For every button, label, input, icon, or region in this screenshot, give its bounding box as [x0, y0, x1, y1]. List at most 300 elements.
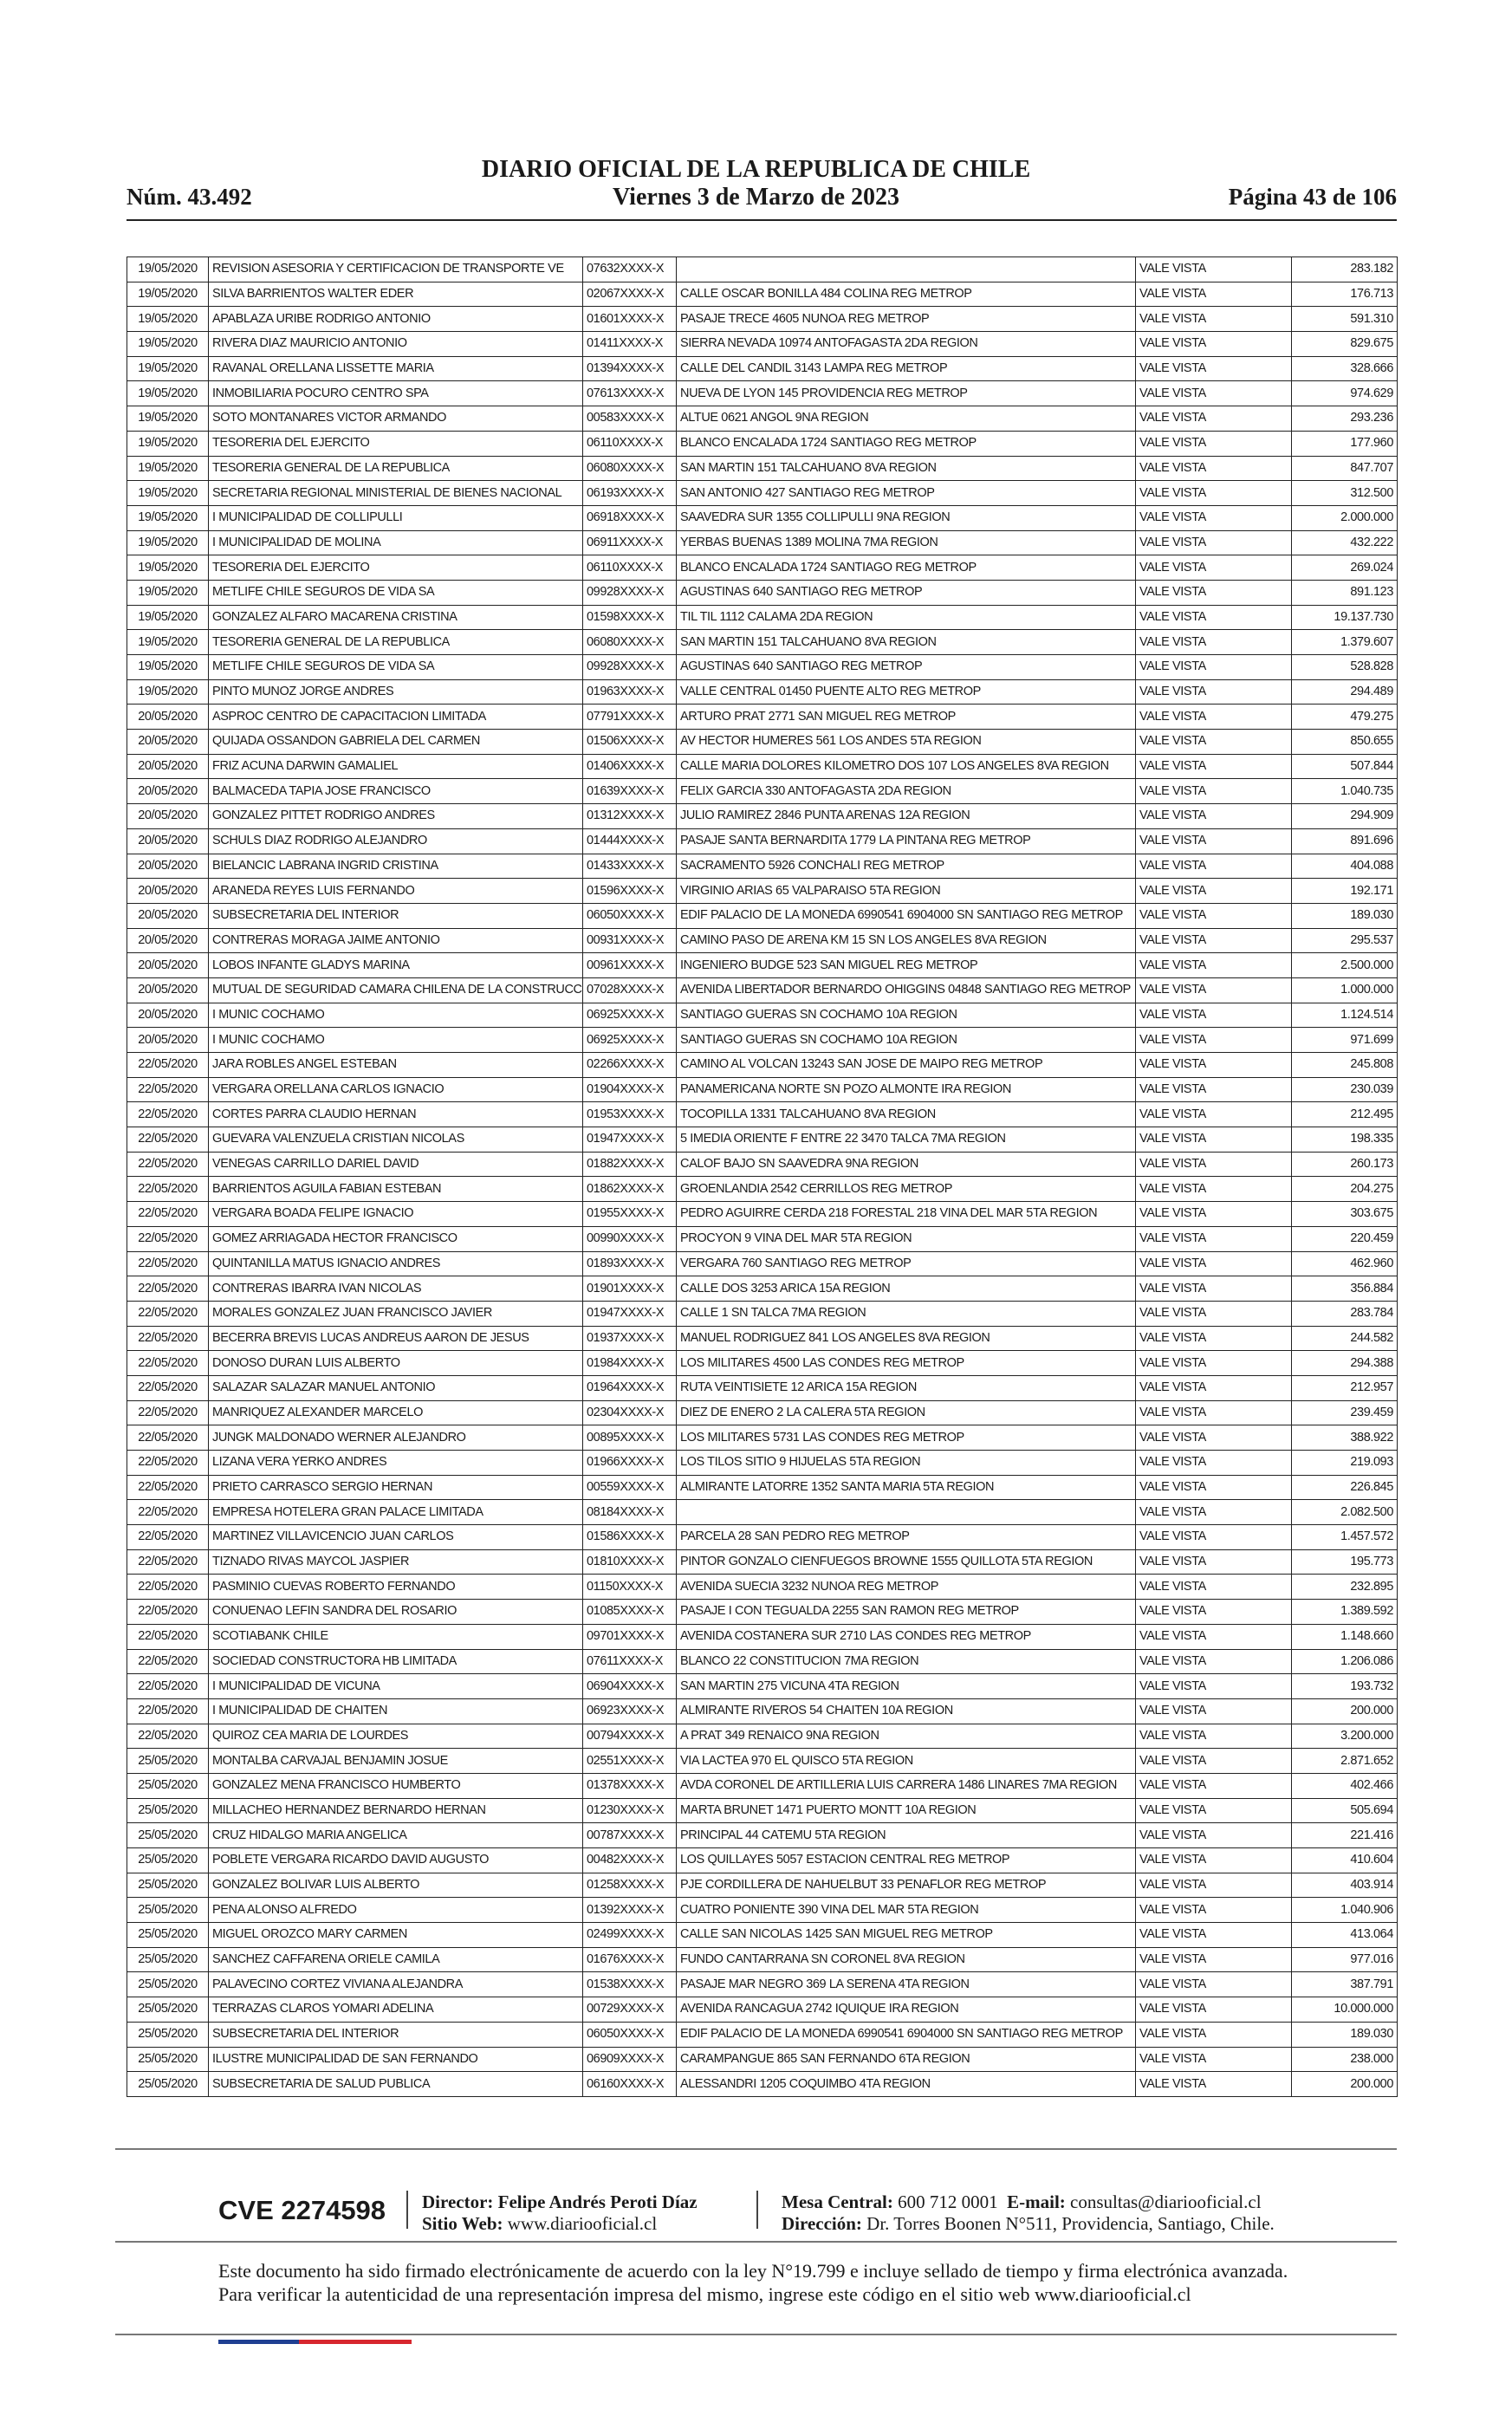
- name-cell: REVISION ASESORIA Y CERTIFICACION DE TRANSPORTE VE: [209, 257, 583, 282]
- date-cell: 25/05/2020: [127, 1997, 209, 2023]
- name-cell: VERGARA ORELLANA CARLOS IGNACIO: [209, 1077, 583, 1102]
- date-cell: 19/05/2020: [127, 655, 209, 680]
- rut-cell: 00559XXXX-X: [583, 1475, 677, 1500]
- payment-mode-cell: VALE VISTA: [1136, 1724, 1292, 1749]
- rut-cell: 01085XXXX-X: [583, 1600, 677, 1625]
- amount-cell: 200.000: [1292, 1698, 1398, 1724]
- rut-cell: 02499XXXX-X: [583, 1923, 677, 1948]
- payment-mode-cell: VALE VISTA: [1136, 2072, 1292, 2097]
- payment-mode-cell: VALE VISTA: [1136, 1276, 1292, 1302]
- address-cell: CARAMPANGUE 865 SAN FERNANDO 6TA REGION: [677, 2047, 1136, 2072]
- address-cell: PASAJE SANTA BERNARDITA 1779 LA PINTANA REG METROP: [677, 828, 1136, 854]
- amount-cell: 303.675: [1292, 1202, 1398, 1227]
- table-row: [127, 1077, 1398, 1102]
- payment-mode-cell: VALE VISTA: [1136, 1749, 1292, 1774]
- address-cell: ALMIRANTE LATORRE 1352 SANTA MARIA 5TA REGION: [677, 1475, 1136, 1500]
- payment-mode-cell: VALE VISTA: [1136, 1972, 1292, 1997]
- rut-cell: 06923XXXX-X: [583, 1698, 677, 1724]
- flag-stripe-blue: [218, 2340, 299, 2344]
- address-cell: VERGARA 760 SANTIAGO REG METROP: [677, 1251, 1136, 1276]
- rut-cell: 01901XXXX-X: [583, 1276, 677, 1302]
- name-cell: PALAVECINO CORTEZ VIVIANA ALEJANDRA: [209, 1972, 583, 1997]
- date-cell: 25/05/2020: [127, 2022, 209, 2047]
- rut-cell: 01394XXXX-X: [583, 356, 677, 381]
- amount-cell: 388.922: [1292, 1425, 1398, 1451]
- amount-cell: 295.537: [1292, 928, 1398, 953]
- payment-mode-cell: VALE VISTA: [1136, 1947, 1292, 1972]
- name-cell: QUIROZ CEA MARIA DE LOURDES: [209, 1724, 583, 1749]
- website-link[interactable]: www.diariooficial.cl: [507, 2213, 658, 2234]
- name-cell: CONTRERAS IBARRA IVAN NICOLAS: [209, 1276, 583, 1302]
- rut-cell: 01639XXXX-X: [583, 779, 677, 804]
- amount-cell: 1.148.660: [1292, 1624, 1398, 1649]
- name-cell: VENEGAS CARRILLO DARIEL DAVID: [209, 1152, 583, 1177]
- name-cell: SOTO MONTANARES VICTOR ARMANDO: [209, 406, 583, 432]
- name-cell: MONTALBA CARVAJAL BENJAMIN JOSUE: [209, 1749, 583, 1774]
- address-cell: TOCOPILLA 1331 TALCAHUANO 8VA REGION: [677, 1102, 1136, 1127]
- date-cell: 22/05/2020: [127, 1575, 209, 1600]
- amount-cell: 212.957: [1292, 1375, 1398, 1400]
- amount-cell: 1.457.572: [1292, 1525, 1398, 1550]
- date-cell: 22/05/2020: [127, 1202, 209, 1227]
- date-cell: 22/05/2020: [127, 1549, 209, 1575]
- date-cell: 19/05/2020: [127, 406, 209, 432]
- name-cell: BALMACEDA TAPIA JOSE FRANCISCO: [209, 779, 583, 804]
- address-cell: PINTOR GONZALO CIENFUEGOS BROWNE 1555 QUILLOTA 5TA REGION: [677, 1549, 1136, 1575]
- amount-cell: 328.666: [1292, 356, 1398, 381]
- payment-mode-cell: VALE VISTA: [1136, 1301, 1292, 1326]
- name-cell: MARTINEZ VILLAVICENCIO JUAN CARLOS: [209, 1525, 583, 1550]
- name-cell: METLIFE CHILE SEGUROS DE VIDA SA: [209, 655, 583, 680]
- date-cell: 19/05/2020: [127, 580, 209, 605]
- table-row: [127, 1923, 1398, 1948]
- date-cell: 22/05/2020: [127, 1698, 209, 1724]
- payment-mode-cell: VALE VISTA: [1136, 879, 1292, 904]
- address-cell: PASAJE TRECE 4605 NUNOA REG METROP: [677, 307, 1136, 332]
- rut-cell: 01984XXXX-X: [583, 1351, 677, 1376]
- amount-cell: 283.182: [1292, 257, 1398, 282]
- date-cell: 22/05/2020: [127, 1624, 209, 1649]
- name-cell: MUTUAL DE SEGURIDAD CAMARA CHILENA DE LA CONSTRUCC: [209, 977, 583, 1003]
- name-cell: BECERRA BREVIS LUCAS ANDREUS AARON DE JESUS: [209, 1326, 583, 1351]
- amount-cell: 226.845: [1292, 1475, 1398, 1500]
- table-row: [127, 1276, 1398, 1302]
- name-cell: ILUSTRE MUNICIPALIDAD DE SAN FERNANDO: [209, 2047, 583, 2072]
- rut-cell: 01966XXXX-X: [583, 1451, 677, 1476]
- amount-cell: 591.310: [1292, 307, 1398, 332]
- amount-cell: 891.123: [1292, 580, 1398, 605]
- date-cell: 22/05/2020: [127, 1127, 209, 1153]
- table-row: [127, 679, 1398, 705]
- date-cell: 20/05/2020: [127, 1003, 209, 1028]
- name-cell: SUBSECRETARIA DEL INTERIOR: [209, 2022, 583, 2047]
- address-cell: NUEVA DE LYON 145 PROVIDENCIA REG METROP: [677, 381, 1136, 406]
- amount-cell: 1.206.086: [1292, 1649, 1398, 1674]
- amount-cell: 410.604: [1292, 1848, 1398, 1873]
- date-cell: 20/05/2020: [127, 804, 209, 829]
- email-link[interactable]: consultas@diariooficial.cl: [1070, 2191, 1262, 2212]
- address-cell: BLANCO ENCALADA 1724 SANTIAGO REG METROP: [677, 431, 1136, 456]
- payment-mode-cell: VALE VISTA: [1136, 1326, 1292, 1351]
- amount-cell: 528.828: [1292, 655, 1398, 680]
- rut-cell: 06904XXXX-X: [583, 1674, 677, 1699]
- date-cell: 19/05/2020: [127, 332, 209, 357]
- date-cell: 22/05/2020: [127, 1301, 209, 1326]
- amount-cell: 847.707: [1292, 456, 1398, 481]
- payment-mode-cell: VALE VISTA: [1136, 1077, 1292, 1102]
- date-cell: 20/05/2020: [127, 903, 209, 928]
- rut-cell: 07611XXXX-X: [583, 1649, 677, 1674]
- address-cell: MANUEL RODRIGUEZ 841 LOS ANGELES 8VA REGION: [677, 1326, 1136, 1351]
- address-cell: SACRAMENTO 5926 CONCHALI REG METROP: [677, 854, 1136, 879]
- date-cell: 22/05/2020: [127, 1475, 209, 1500]
- table-row: [127, 555, 1398, 581]
- table-row: [127, 977, 1398, 1003]
- name-cell: BARRIENTOS AGUILA FABIAN ESTEBAN: [209, 1177, 583, 1202]
- rut-cell: 01411XXXX-X: [583, 332, 677, 357]
- table-row: [127, 356, 1398, 381]
- name-cell: RIVERA DIAZ MAURICIO ANTONIO: [209, 332, 583, 357]
- name-cell: QUINTANILLA MATUS IGNACIO ANDRES: [209, 1251, 583, 1276]
- address-cell: CALOF BAJO SN SAAVEDRA 9NA REGION: [677, 1152, 1136, 1177]
- rut-cell: 01406XXXX-X: [583, 754, 677, 779]
- payment-mode-cell: VALE VISTA: [1136, 1649, 1292, 1674]
- date-cell: 25/05/2020: [127, 2072, 209, 2097]
- table-row: [127, 804, 1398, 829]
- payment-mode-cell: VALE VISTA: [1136, 1873, 1292, 1898]
- table-row: [127, 2047, 1398, 2072]
- rut-cell: 01433XXXX-X: [583, 854, 677, 879]
- date-cell: 22/05/2020: [127, 1351, 209, 1376]
- amount-cell: 413.064: [1292, 1923, 1398, 1948]
- address-cell: VIA LACTEA 970 EL QUISCO 5TA REGION: [677, 1749, 1136, 1774]
- name-cell: TIZNADO RIVAS MAYCOL JASPIER: [209, 1549, 583, 1575]
- payment-mode-cell: VALE VISTA: [1136, 1053, 1292, 1078]
- date-cell: 22/05/2020: [127, 1724, 209, 1749]
- date-cell: 22/05/2020: [127, 1053, 209, 1078]
- amount-cell: 829.675: [1292, 332, 1398, 357]
- table-row: [127, 1649, 1398, 1674]
- address-cell: [677, 1500, 1136, 1525]
- payment-mode-cell: VALE VISTA: [1136, 481, 1292, 506]
- address-cell: BLANCO ENCALADA 1724 SANTIAGO REG METROP: [677, 555, 1136, 581]
- payment-mode-cell: VALE VISTA: [1136, 1152, 1292, 1177]
- address-cell: 5 IMEDIA ORIENTE F ENTRE 22 3470 TALCA 7MA REGION: [677, 1127, 1136, 1153]
- address-cell: BLANCO 22 CONSTITUCION 7MA REGION: [677, 1649, 1136, 1674]
- date-cell: 20/05/2020: [127, 879, 209, 904]
- address-cell: PROCYON 9 VINA DEL MAR 5TA REGION: [677, 1226, 1136, 1251]
- name-cell: VERGARA BOADA FELIPE IGNACIO: [209, 1202, 583, 1227]
- payment-mode-cell: VALE VISTA: [1136, 580, 1292, 605]
- date-cell: 20/05/2020: [127, 977, 209, 1003]
- director-label: Director:: [422, 2191, 494, 2212]
- address-cell: CALLE DEL CANDIL 3143 LAMPA REG METROP: [677, 356, 1136, 381]
- payment-mode-cell: VALE VISTA: [1136, 1028, 1292, 1053]
- issue-date: Viernes 3 de Marzo de 2023: [613, 184, 899, 211]
- table-row: [127, 1848, 1398, 1873]
- rut-cell: 06160XXXX-X: [583, 2072, 677, 2097]
- date-cell: 19/05/2020: [127, 481, 209, 506]
- rut-cell: 06911XXXX-X: [583, 530, 677, 555]
- date-cell: 22/05/2020: [127, 1400, 209, 1425]
- payment-mode-cell: VALE VISTA: [1136, 605, 1292, 630]
- address-cell: LOS TILOS SITIO 9 HIJUELAS 5TA REGION: [677, 1451, 1136, 1476]
- website-label: Sitio Web:: [422, 2213, 503, 2234]
- payment-mode-cell: VALE VISTA: [1136, 1251, 1292, 1276]
- rut-cell: 01947XXXX-X: [583, 1127, 677, 1153]
- rut-cell: 08184XXXX-X: [583, 1500, 677, 1525]
- table-row: [127, 1749, 1398, 1774]
- amount-cell: 260.173: [1292, 1152, 1398, 1177]
- footer-contact-block: [782, 2191, 1275, 2235]
- rut-cell: 01596XXXX-X: [583, 879, 677, 904]
- date-cell: 20/05/2020: [127, 953, 209, 978]
- address-cell: PASAJE I CON TEGUALDA 2255 SAN RAMON REG METROP: [677, 1600, 1136, 1625]
- amount-cell: 432.222: [1292, 530, 1398, 555]
- amount-cell: 198.335: [1292, 1127, 1398, 1153]
- director-line: [422, 2191, 698, 2213]
- amount-cell: 244.582: [1292, 1326, 1398, 1351]
- amount-cell: 974.629: [1292, 381, 1398, 406]
- address-cell: SAN MARTIN 151 TALCAHUANO 8VA REGION: [677, 456, 1136, 481]
- date-cell: 25/05/2020: [127, 1947, 209, 1972]
- phone-label: Mesa Central:: [782, 2191, 893, 2212]
- rut-cell: 01893XXXX-X: [583, 1251, 677, 1276]
- table-row: [127, 630, 1398, 655]
- name-cell: INMOBILIARIA POCURO CENTRO SPA: [209, 381, 583, 406]
- rut-cell: 06080XXXX-X: [583, 630, 677, 655]
- payment-mode-cell: VALE VISTA: [1136, 1202, 1292, 1227]
- amount-cell: 402.466: [1292, 1773, 1398, 1798]
- rut-cell: 01586XXXX-X: [583, 1525, 677, 1550]
- address-cell: EDIF PALACIO DE LA MONEDA 6990541 6904000 SN SANTIAGO REG METROP: [677, 2022, 1136, 2047]
- payment-mode-cell: VALE VISTA: [1136, 953, 1292, 978]
- date-cell: 25/05/2020: [127, 1873, 209, 1898]
- amount-cell: 269.024: [1292, 555, 1398, 581]
- payment-mode-cell: VALE VISTA: [1136, 630, 1292, 655]
- amount-cell: 356.884: [1292, 1276, 1398, 1302]
- address-cell: CALLE MARIA DOLORES KILOMETRO DOS 107 LOS ANGELES 8VA REGION: [677, 754, 1136, 779]
- name-cell: RAVANAL ORELLANA LISSETTE MARIA: [209, 356, 583, 381]
- contact-line: [782, 2191, 1275, 2213]
- name-cell: I MUNICIPALIDAD DE COLLIPULLI: [209, 505, 583, 530]
- payment-mode-cell: VALE VISTA: [1136, 2022, 1292, 2047]
- rut-cell: 07028XXXX-X: [583, 977, 677, 1003]
- payment-mode-cell: VALE VISTA: [1136, 1451, 1292, 1476]
- date-cell: 22/05/2020: [127, 1649, 209, 1674]
- name-cell: TESORERIA DEL EJERCITO: [209, 555, 583, 581]
- payment-mode-cell: VALE VISTA: [1136, 1525, 1292, 1550]
- table-row: [127, 953, 1398, 978]
- name-cell: MANRIQUEZ ALEXANDER MARCELO: [209, 1400, 583, 1425]
- payment-mode-cell: VALE VISTA: [1136, 679, 1292, 705]
- table-row: [127, 1251, 1398, 1276]
- amount-cell: 2.500.000: [1292, 953, 1398, 978]
- name-cell: ARANEDA REYES LUIS FERNANDO: [209, 879, 583, 904]
- name-cell: PRIETO CARRASCO SERGIO HERNAN: [209, 1475, 583, 1500]
- rut-cell: 06050XXXX-X: [583, 2022, 677, 2047]
- payment-mode-cell: VALE VISTA: [1136, 1226, 1292, 1251]
- payment-mode-cell: VALE VISTA: [1136, 530, 1292, 555]
- table-row: [127, 730, 1398, 755]
- table-row: [127, 1674, 1398, 1699]
- table-row: [127, 307, 1398, 332]
- table-row: [127, 779, 1398, 804]
- amount-cell: 403.914: [1292, 1873, 1398, 1898]
- name-cell: SILVA BARRIENTOS WALTER EDER: [209, 282, 583, 307]
- date-cell: 19/05/2020: [127, 679, 209, 705]
- amount-cell: 294.388: [1292, 1351, 1398, 1376]
- amount-cell: 19.137.730: [1292, 605, 1398, 630]
- payment-mode-cell: VALE VISTA: [1136, 1425, 1292, 1451]
- address-cell: SAN ANTONIO 427 SANTIAGO REG METROP: [677, 481, 1136, 506]
- table-row: [127, 580, 1398, 605]
- table-row: [127, 530, 1398, 555]
- date-cell: 22/05/2020: [127, 1251, 209, 1276]
- address-cell: MARTA BRUNET 1471 PUERTO MONTT 10A REGION: [677, 1798, 1136, 1823]
- payment-mode-cell: VALE VISTA: [1136, 854, 1292, 879]
- table-row: [127, 381, 1398, 406]
- payment-mode-cell: VALE VISTA: [1136, 257, 1292, 282]
- address-cell: EDIF PALACIO DE LA MONEDA 6990541 6904000 SN SANTIAGO REG METROP: [677, 903, 1136, 928]
- amount-cell: 1.379.607: [1292, 630, 1398, 655]
- table-row: [127, 1947, 1398, 1972]
- date-cell: 20/05/2020: [127, 928, 209, 953]
- rut-cell: 09701XXXX-X: [583, 1624, 677, 1649]
- legal-notice: Este documento ha sido firmado electrónicamente de acuerdo con la ley N°19.799 e incluye sellado de tiempo y firma electrónica avanzada. Para verificar la autenticidad de una representación impresa del mismo, ingrese este código en el sitio web www.diariooficial.cl: [218, 2260, 1288, 2305]
- rut-cell: 01506XXXX-X: [583, 730, 677, 755]
- address-cell: CALLE 1 SN TALCA 7MA REGION: [677, 1301, 1136, 1326]
- rut-cell: 06918XXXX-X: [583, 505, 677, 530]
- rut-cell: 09928XXXX-X: [583, 580, 677, 605]
- table-row: [127, 1475, 1398, 1500]
- date-cell: 22/05/2020: [127, 1375, 209, 1400]
- address-cell: PANAMERICANA NORTE SN POZO ALMONTE IRA REGION: [677, 1077, 1136, 1102]
- address-cell: AVENIDA COSTANERA SUR 2710 LAS CONDES REG METROP: [677, 1624, 1136, 1649]
- date-cell: 25/05/2020: [127, 1923, 209, 1948]
- address-cell: ARTURO PRAT 2771 SAN MIGUEL REG METROP: [677, 705, 1136, 730]
- table-row: [127, 1500, 1398, 1525]
- rut-cell: 07791XXXX-X: [583, 705, 677, 730]
- name-cell: GOMEZ ARRIAGADA HECTOR FRANCISCO: [209, 1226, 583, 1251]
- date-cell: 22/05/2020: [127, 1674, 209, 1699]
- table-row: [127, 1053, 1398, 1078]
- issue-number: Núm. 43.492: [127, 184, 252, 210]
- amount-cell: 193.732: [1292, 1674, 1398, 1699]
- name-cell: GONZALEZ ALFARO MACARENA CRISTINA: [209, 605, 583, 630]
- rut-cell: 00794XXXX-X: [583, 1724, 677, 1749]
- name-cell: SUBSECRETARIA DEL INTERIOR: [209, 903, 583, 928]
- rut-cell: 02551XXXX-X: [583, 1749, 677, 1774]
- address-cell: CAMINO PASO DE ARENA KM 15 SN LOS ANGELES 8VA REGION: [677, 928, 1136, 953]
- name-cell: APABLAZA URIBE RODRIGO ANTONIO: [209, 307, 583, 332]
- amount-cell: 1.040.906: [1292, 1898, 1398, 1923]
- page-number: Página 43 de 106: [1228, 184, 1397, 210]
- table-row: [127, 1972, 1398, 1997]
- address-cell: AGUSTINAS 640 SANTIAGO REG METROP: [677, 580, 1136, 605]
- rut-cell: 01538XXXX-X: [583, 1972, 677, 1997]
- table-row: [127, 1003, 1398, 1028]
- name-cell: QUIJADA OSSANDON GABRIELA DEL CARMEN: [209, 730, 583, 755]
- date-cell: 25/05/2020: [127, 1848, 209, 1873]
- amount-cell: 189.030: [1292, 903, 1398, 928]
- rut-cell: 00787XXXX-X: [583, 1823, 677, 1848]
- rut-cell: 06110XXXX-X: [583, 555, 677, 581]
- table-row: [127, 2072, 1398, 2097]
- payment-mode-cell: VALE VISTA: [1136, 754, 1292, 779]
- name-cell: JUNGK MALDONADO WERNER ALEJANDRO: [209, 1425, 583, 1451]
- table-row: [127, 1873, 1398, 1898]
- name-cell: CORTES PARRA CLAUDIO HERNAN: [209, 1102, 583, 1127]
- rut-cell: 06193XXXX-X: [583, 481, 677, 506]
- payment-mode-cell: VALE VISTA: [1136, 1898, 1292, 1923]
- payment-mode-cell: VALE VISTA: [1136, 332, 1292, 357]
- amount-cell: 220.459: [1292, 1226, 1398, 1251]
- table-row: [127, 879, 1398, 904]
- phone-number: 600 712 0001: [898, 2191, 998, 2212]
- address-cell: LOS MILITARES 4500 LAS CONDES REG METROP: [677, 1351, 1136, 1376]
- payment-mode-cell: VALE VISTA: [1136, 1600, 1292, 1625]
- payment-mode-cell: VALE VISTA: [1136, 1698, 1292, 1724]
- date-cell: 19/05/2020: [127, 282, 209, 307]
- table-row: [127, 705, 1398, 730]
- amount-cell: 2.000.000: [1292, 505, 1398, 530]
- payment-mode-cell: VALE VISTA: [1136, 1549, 1292, 1575]
- payment-mode-cell: VALE VISTA: [1136, 655, 1292, 680]
- amount-cell: 176.713: [1292, 282, 1398, 307]
- date-cell: 19/05/2020: [127, 381, 209, 406]
- date-cell: 19/05/2020: [127, 630, 209, 655]
- amount-cell: 1.124.514: [1292, 1003, 1398, 1028]
- table-row: [127, 903, 1398, 928]
- amount-cell: 212.495: [1292, 1102, 1398, 1127]
- footer-bottom-divider: [115, 2334, 1397, 2335]
- name-cell: BIELANCIC LABRANA INGRID CRISTINA: [209, 854, 583, 879]
- date-cell: 22/05/2020: [127, 1525, 209, 1550]
- date-cell: 19/05/2020: [127, 605, 209, 630]
- rut-cell: 02067XXXX-X: [583, 282, 677, 307]
- name-cell: CONTRERAS MORAGA JAIME ANTONIO: [209, 928, 583, 953]
- date-cell: 19/05/2020: [127, 431, 209, 456]
- rut-cell: 01444XXXX-X: [583, 828, 677, 854]
- date-cell: 25/05/2020: [127, 1898, 209, 1923]
- rut-cell: 01937XXXX-X: [583, 1326, 677, 1351]
- date-cell: 19/05/2020: [127, 505, 209, 530]
- table-row: [127, 1177, 1398, 1202]
- payment-mode-cell: VALE VISTA: [1136, 1773, 1292, 1798]
- date-cell: 25/05/2020: [127, 2047, 209, 2072]
- name-cell: I MUNICIPALIDAD DE VICUNA: [209, 1674, 583, 1699]
- amount-cell: 192.171: [1292, 879, 1398, 904]
- table-row: [127, 1226, 1398, 1251]
- payment-mode-cell: VALE VISTA: [1136, 928, 1292, 953]
- payment-mode-cell: VALE VISTA: [1136, 282, 1292, 307]
- rut-cell: 06925XXXX-X: [583, 1003, 677, 1028]
- payment-mode-cell: VALE VISTA: [1136, 2047, 1292, 2072]
- date-cell: 19/05/2020: [127, 307, 209, 332]
- address-cell: A PRAT 349 RENAICO 9NA REGION: [677, 1724, 1136, 1749]
- amount-cell: 2.871.652: [1292, 1749, 1398, 1774]
- payment-mode-cell: VALE VISTA: [1136, 1351, 1292, 1376]
- name-cell: SECRETARIA REGIONAL MINISTERIAL DE BIENES NACIONAL: [209, 481, 583, 506]
- name-cell: FRIZ ACUNA DARWIN GAMALIEL: [209, 754, 583, 779]
- date-cell: 20/05/2020: [127, 779, 209, 804]
- date-cell: 20/05/2020: [127, 828, 209, 854]
- address-cell: CUATRO PONIENTE 390 VINA DEL MAR 5TA REGION: [677, 1898, 1136, 1923]
- name-cell: DONOSO DURAN LUIS ALBERTO: [209, 1351, 583, 1376]
- name-cell: JARA ROBLES ANGEL ESTEBAN: [209, 1053, 583, 1078]
- address-label: Dirección:: [782, 2213, 862, 2234]
